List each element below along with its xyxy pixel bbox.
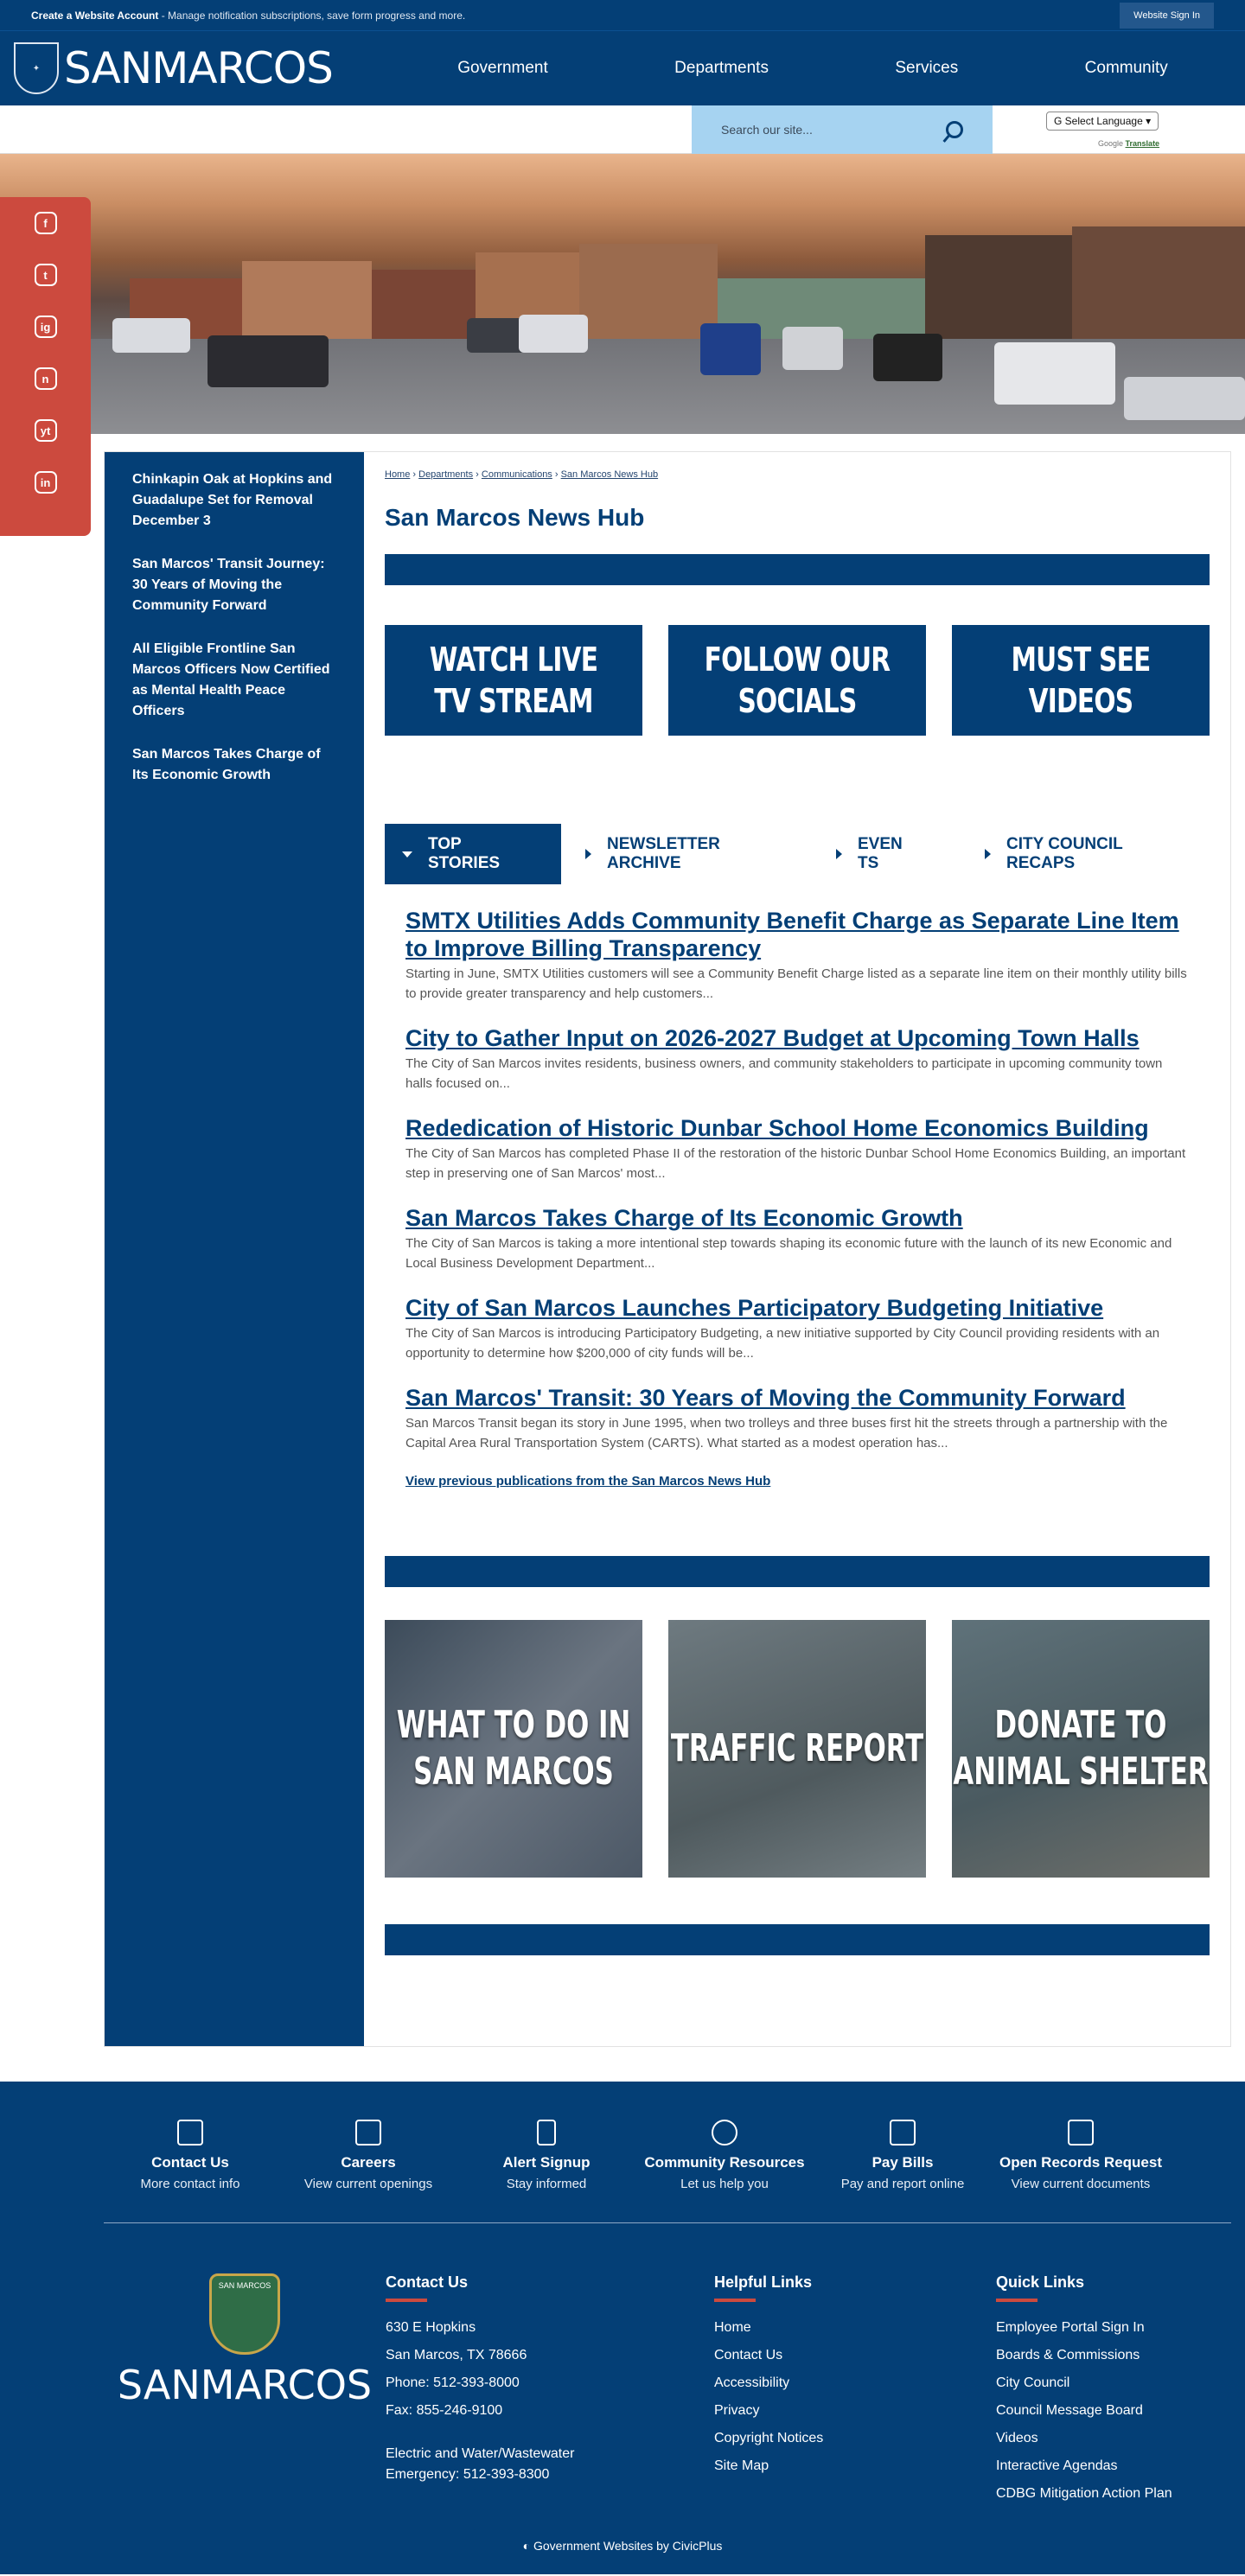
- quick-action-title[interactable]: Contact Us: [151, 2154, 229, 2171]
- tab-events[interactable]: [836, 835, 985, 873]
- breadcrumb-communications[interactable]: Communications: [481, 469, 552, 480]
- facebook-link[interactable]: [0, 197, 91, 249]
- civicplus-text[interactable]: Government Websites by CivicPlus: [533, 2539, 723, 2553]
- site-header: [0, 31, 1245, 105]
- top-utility-bar: [0, 0, 1245, 31]
- news-hub: [364, 452, 1230, 2046]
- civicplus-icon: ◐: [522, 2539, 533, 2553]
- footer-link[interactable]: Privacy: [714, 2403, 760, 2418]
- footer-columns: [104, 2273, 1231, 2508]
- nav-community[interactable]: Community: [1084, 59, 1168, 77]
- story-summary: The City of San Marcos invites residents, business owners, and community stakeholders to participate in upcoming community town halls focused on...: [405, 1056, 1163, 1091]
- logo-wordmark: SANMARCOS: [64, 43, 333, 93]
- animal-shelter-label[interactable]: DONATE TO ANIMAL SHELTER: [953, 1703, 1209, 1794]
- civicplus-credit[interactable]: [0, 2539, 1245, 2553]
- phone-icon: [537, 2120, 556, 2146]
- create-account-text: - Manage notification subscriptions, save form progress and more.: [158, 9, 466, 22]
- sidebar-news-link[interactable]: Chinkapin Oak at Hopkins and Guadalupe Set for Removal December 3: [132, 472, 333, 528]
- alert-signup-action[interactable]: [460, 2120, 633, 2191]
- story-summary: Starting in June, SMTX Utilities customers will see a Community Benefit Charge listed as a separate line item on their monthly utility bills to provide greater transparency and help customers...: [405, 966, 1187, 1001]
- nextdoor-link[interactable]: [0, 353, 91, 405]
- footer-link[interactable]: Employee Portal Sign In: [996, 2320, 1145, 2335]
- what-to-do-tile[interactable]: [385, 1620, 642, 1878]
- story-title[interactable]: Rededication of Historic Dunbar School Home Economics Building: [405, 1115, 1149, 1141]
- footer-link[interactable]: Accessibility: [714, 2375, 790, 2390]
- tab-city-council-recaps[interactable]: [985, 835, 1145, 873]
- linkedin-link[interactable]: [0, 456, 91, 508]
- footer-link[interactable]: Copyright Notices: [714, 2431, 824, 2445]
- crest-text: SAN MARCOS: [218, 2281, 271, 2290]
- twitter-icon[interactable]: t: [35, 264, 57, 286]
- search-icon[interactable]: [946, 121, 963, 138]
- nav-departments[interactable]: Departments: [674, 59, 769, 77]
- story-summary: San Marcos Transit began its story in June 1995, when two trolleys and three buses first hit the streets through a partnership with the Capital Area Rural Transportation System (CARTS). What started as a modest operation has...: [405, 1416, 1168, 1451]
- follow-socials-label[interactable]: FOLLOW OUR SOCIALS: [697, 625, 897, 736]
- story-item: [405, 1024, 1189, 1094]
- caret-down-icon: [402, 851, 412, 858]
- story-title[interactable]: San Marcos Takes Charge of Its Economic Growth: [405, 1205, 963, 1231]
- nextdoor-icon[interactable]: n: [35, 367, 57, 390]
- create-account-link[interactable]: [31, 10, 465, 22]
- tab-newsletter-label[interactable]: NEWSLETTER ARCHIVE: [607, 835, 720, 872]
- footer-contact-title: Contact Us: [386, 2273, 469, 2291]
- tab-newsletter-archive[interactable]: [585, 835, 836, 873]
- quick-action-sub: Stay informed: [506, 2177, 587, 2191]
- story-title[interactable]: San Marcos' Transit: 30 Years of Moving the Community Forward: [405, 1385, 1126, 1411]
- breadcrumb-news-hub[interactable]: San Marcos News Hub: [560, 469, 659, 480]
- heading-underline: [386, 2299, 427, 2302]
- phone-line[interactable]: Phone: 512-393-8000: [386, 2375, 520, 2390]
- footer-divider: [104, 2222, 1231, 2223]
- view-previous-link[interactable]: View previous publications from the San Marcos News Hub: [405, 1474, 771, 1489]
- people-icon: [712, 2120, 737, 2146]
- footer-link[interactable]: Home: [714, 2320, 751, 2335]
- tab-events-label[interactable]: EVEN TS: [858, 835, 903, 872]
- caret-right-icon: [985, 849, 991, 859]
- section-bar: [385, 1556, 1210, 1587]
- youtube-link[interactable]: [0, 405, 91, 456]
- story-item: [405, 1294, 1189, 1363]
- what-to-do-label[interactable]: WHAT TO DO IN SAN MARCOS: [396, 1703, 631, 1794]
- heading-underline: [714, 2299, 756, 2302]
- footer-link[interactable]: Council Message Board: [996, 2403, 1143, 2418]
- caret-right-icon: [836, 849, 842, 859]
- photo-tiles: [385, 1620, 1210, 1878]
- traffic-report-label[interactable]: TRAFFIC REPORT: [670, 1726, 924, 1770]
- language-select-label[interactable]: Select Language: [1064, 115, 1143, 127]
- sidebar-news-link[interactable]: All Eligible Frontline San Marcos Officers Now Certified as Mental Health Peace Officers: [132, 641, 330, 718]
- story-title[interactable]: SMTX Utilities Adds Community Benefit Charge as Separate Line Item to Improve Billing Transparency: [405, 908, 1179, 961]
- site-footer: [0, 2082, 1245, 2574]
- emergency-line: Electric and Water/Wastewater: [386, 2446, 575, 2461]
- story-list: [385, 884, 1210, 1489]
- nav-government[interactable]: Government: [457, 59, 548, 77]
- address-line: 630 E Hopkins: [386, 2320, 476, 2335]
- youtube-icon[interactable]: yt: [35, 419, 57, 442]
- city-seal-icon: ✦: [14, 42, 59, 94]
- facebook-icon[interactable]: f: [35, 212, 57, 234]
- footer-link[interactable]: CDBG Mitigation Action Plan: [996, 2486, 1172, 2501]
- address-line: San Marcos, TX 78666: [386, 2348, 527, 2362]
- footer-link[interactable]: City Council: [996, 2375, 1070, 2390]
- feature-tiles: [385, 625, 1210, 736]
- translate-link[interactable]: Translate: [1125, 139, 1160, 148]
- site-logo[interactable]: [14, 42, 394, 94]
- social-media-bar: [0, 197, 91, 536]
- search-input[interactable]: [692, 105, 993, 154]
- story-title[interactable]: City of San Marcos Launches Participatory Budgeting Initiative: [405, 1295, 1104, 1321]
- story-item: [405, 1204, 1189, 1273]
- twitter-link[interactable]: [0, 249, 91, 301]
- page-title: San Marcos News Hub: [385, 504, 645, 531]
- breadcrumb: Home › Departments › Communications › San Marcos News Hub: [385, 469, 659, 480]
- footer-link[interactable]: Site Map: [714, 2458, 769, 2473]
- must-see-videos-tile[interactable]: [952, 625, 1210, 736]
- careers-action[interactable]: [282, 2120, 455, 2191]
- heading-underline: [996, 2299, 1038, 2302]
- story-item: [405, 1114, 1189, 1183]
- story-item: [405, 1384, 1189, 1453]
- breadcrumb-home[interactable]: Home: [385, 469, 411, 480]
- instagram-icon[interactable]: ig: [35, 316, 57, 338]
- hero-image: [0, 154, 1245, 434]
- footer-helpful-links: [714, 2273, 996, 2508]
- must-see-videos-label[interactable]: MUST SEE VIDEOS: [980, 625, 1181, 736]
- linkedin-icon[interactable]: in: [35, 471, 57, 494]
- search-row: [0, 105, 1245, 154]
- create-account-title[interactable]: Create a Website Account: [31, 9, 159, 22]
- language-select[interactable]: G Select Language ▾: [1046, 112, 1159, 131]
- main-nav: [394, 59, 1231, 78]
- watch-live-tile[interactable]: [385, 625, 642, 736]
- quick-action-title[interactable]: Pay Bills: [872, 2154, 934, 2171]
- footer-link[interactable]: Contact Us: [714, 2348, 783, 2362]
- google-label: Google: [1098, 139, 1124, 148]
- sidebar-news-link[interactable]: San Marcos' Transit Journey: 30 Years of Moving the Community Forward: [132, 557, 325, 613]
- follow-socials-tile[interactable]: [668, 625, 926, 736]
- story-item: [405, 907, 1189, 1004]
- news-tabs: [385, 824, 1210, 884]
- story-summary: The City of San Marcos has completed Phase II of the restoration of the historic Dunbar School Home Economics Building, an important step in preserving one of San Marcos' most...: [405, 1146, 1186, 1181]
- breadcrumb-departments[interactable]: Departments: [418, 469, 474, 480]
- quick-action-sub: More contact info: [140, 2177, 240, 2191]
- pay-bills-action[interactable]: [816, 2120, 989, 2191]
- briefcase-icon: [355, 2120, 381, 2146]
- footer-link[interactable]: Boards & Commissions: [996, 2348, 1140, 2362]
- traffic-report-tile[interactable]: [668, 1620, 926, 1878]
- watch-live-label[interactable]: WATCH LIVE TV STREAM: [413, 625, 614, 736]
- news-sidebar: [105, 452, 364, 2046]
- instagram-link[interactable]: [0, 301, 91, 353]
- contact-card-icon: [177, 2120, 203, 2146]
- section-bar: [385, 1924, 1210, 1955]
- footer-helpful-title: Helpful Links: [714, 2273, 813, 2291]
- fax-line: Fax: 855-246-9100: [386, 2403, 503, 2418]
- emergency-phone[interactable]: Emergency: 512-393-8300: [386, 2467, 550, 2482]
- footer-wordmark: SANMARCOS: [117, 2362, 373, 2408]
- community-resources-action[interactable]: [638, 2120, 811, 2191]
- quick-action-title[interactable]: Careers: [341, 2154, 396, 2171]
- footer-contact: [386, 2273, 714, 2508]
- quick-action-title[interactable]: Open Records Request: [999, 2154, 1162, 2171]
- tab-top-stories-label[interactable]: TOP STORIES: [428, 835, 501, 872]
- animal-shelter-tile[interactable]: [952, 1620, 1210, 1878]
- quick-action-title[interactable]: Community Resources: [644, 2154, 805, 2171]
- bill-icon: [890, 2120, 916, 2146]
- open-records-action[interactable]: [994, 2120, 1167, 2191]
- story-summary: The City of San Marcos is taking a more intentional step towards shaping its economic future with the launch of its new Economic and Local Business Development Department...: [405, 1236, 1172, 1271]
- tab-top-stories[interactable]: [385, 824, 561, 884]
- contact-us-action[interactable]: [104, 2120, 277, 2191]
- website-signin-button[interactable]: Website Sign In: [1120, 3, 1214, 29]
- main-content: [104, 451, 1231, 2047]
- sidebar-news-link[interactable]: San Marcos Takes Charge of Its Economic Growth: [132, 747, 321, 782]
- tab-council-label[interactable]: CITY COUNCIL RECAPS: [1006, 835, 1123, 872]
- quick-action-sub: View current documents: [1011, 2177, 1151, 2191]
- quick-action-title[interactable]: Alert Signup: [502, 2154, 591, 2171]
- footer-link[interactable]: Interactive Agendas: [996, 2458, 1118, 2473]
- quick-action-sub: Let us help you: [680, 2177, 769, 2191]
- story-title[interactable]: City to Gather Input on 2026-2027 Budget at Upcoming Town Halls: [405, 1025, 1140, 1051]
- google-translate-credit: [1098, 139, 1159, 148]
- story-summary: The City of San Marcos is introducing Participatory Budgeting, a new initiative supported by City Council providing residents with an opportunity to determine how $200,000 of city funds will be...: [405, 1326, 1160, 1361]
- quick-actions: [104, 2120, 1167, 2191]
- footer-link[interactable]: Videos: [996, 2431, 1038, 2445]
- nav-services[interactable]: Services: [895, 59, 959, 77]
- building-icon: [1068, 2120, 1094, 2146]
- search-placeholder[interactable]: Search our site...: [721, 123, 813, 137]
- quick-action-sub: Pay and report online: [840, 2177, 965, 2191]
- footer-logo[interactable]: [104, 2273, 386, 2508]
- section-bar: [385, 554, 1210, 585]
- footer-crest-icon: [209, 2273, 280, 2355]
- footer-quick-title: Quick Links: [996, 2273, 1085, 2291]
- footer-quick-links: [996, 2273, 1172, 2508]
- caret-right-icon: [585, 849, 591, 859]
- quick-action-sub: View current openings: [303, 2177, 433, 2191]
